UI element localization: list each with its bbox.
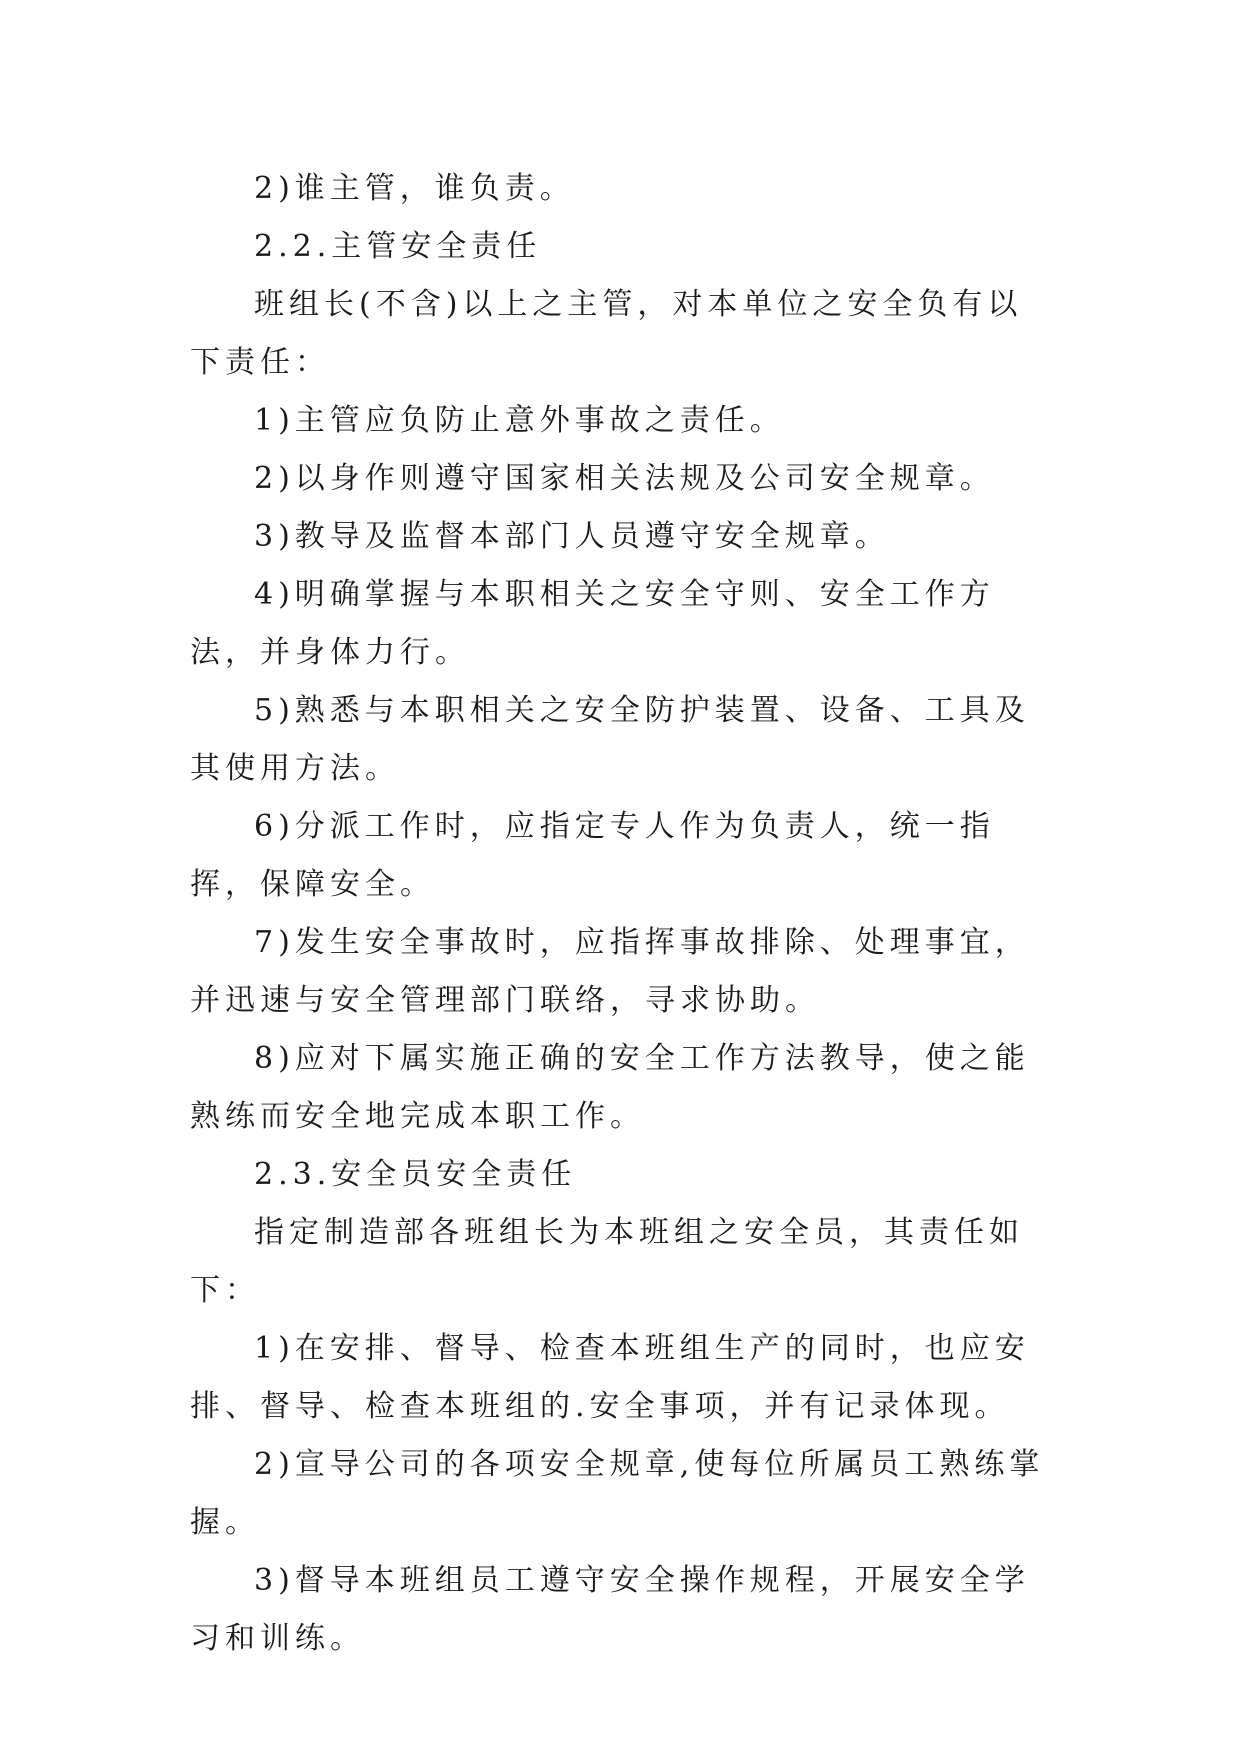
section-heading-2-2: 2.2.主管安全责任 (254, 229, 542, 264)
paragraph-rule-2: 2)谁主管，谁负责。 (254, 171, 575, 206)
officer-item-3: 3)督导本班组员工遵守安全操作规程，开展安全学习和训练。 (190, 1563, 1030, 1656)
list-item-2: 2)以身作则遵守国家相关法规及公司安全规章。 (254, 461, 995, 496)
list-item-8: 8)应对下属实施正确的安全工作方法教导，使之能熟练而安全地完成本职工作。 (190, 1041, 1030, 1134)
officer-item-1: 1)在安排、督导、检查本班组生产的同时，也应安排、督导、检查本班组的.安全事项，并有记录体现。 (190, 1331, 1030, 1424)
list-item-7: 7)发生安全事故时，应指挥事故排除、处理事宜，并迅速与安全管理部门联络，寻求协助。 (190, 925, 1030, 1018)
paragraph-intro-safety-officer: 指定制造部各班组长为本班组之安全员，其责任如下： (190, 1215, 1024, 1308)
section-heading-2-3: 2.3.安全员安全责任 (254, 1157, 577, 1192)
list-item-4: 4)明确掌握与本职相关之安全守则、安全工作方法，并身体力行。 (190, 577, 995, 670)
officer-item-2: 2)宣导公司的各项安全规章,使每位所属员工熟练掌握。 (190, 1447, 1045, 1540)
list-item-1: 1)主管应负防止意外事故之责任。 (254, 403, 785, 438)
paragraph-intro-supervisor: 班组长(不含)以上之主管，对本单位之安全负有以下责任： (190, 287, 1023, 380)
list-item-3: 3)教导及监督本部门人员遵守安全规章。 (254, 519, 890, 554)
list-item-5: 5)熟悉与本职相关之安全防护装置、设备、工具及其使用方法。 (190, 693, 1030, 786)
document-body (190, 160, 1050, 1668)
list-item-6: 6)分派工作时，应指定专人作为负责人，统一指挥，保障安全。 (190, 809, 995, 902)
